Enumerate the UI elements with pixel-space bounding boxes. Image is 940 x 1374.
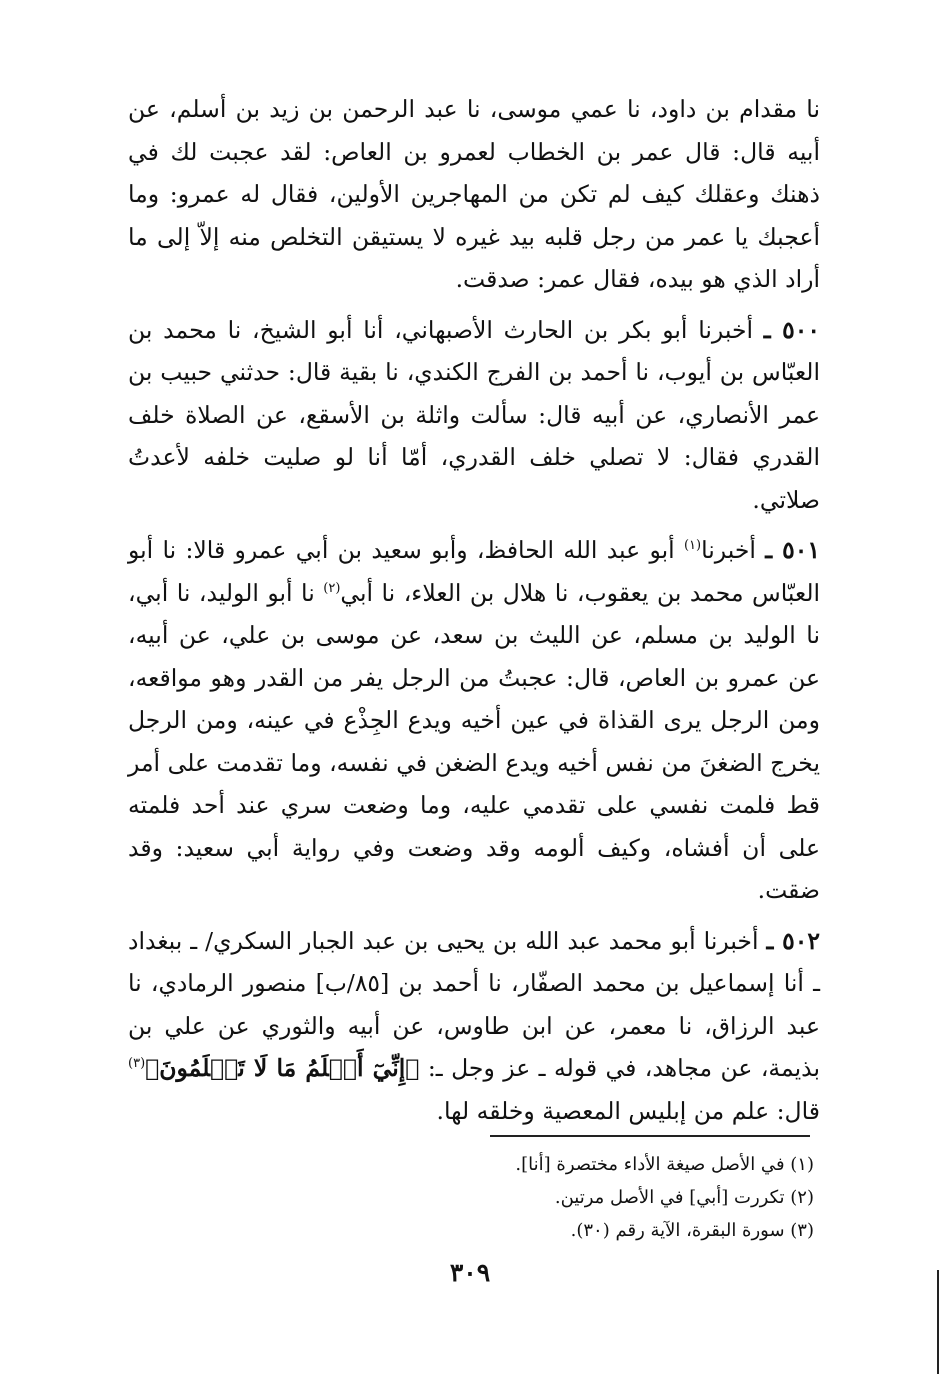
footnote-marker: (١) <box>683 538 702 554</box>
paragraph-502 <box>128 920 820 1133</box>
main-text <box>128 88 820 1138</box>
quran-verse: ﴿إِنِّيٓ أَعۡلَمُ مَا لَا تَعۡلَمُونَ﴾ <box>145 1054 420 1082</box>
footnote-divider <box>490 1135 810 1137</box>
paragraph-text: أخبرنا أبو محمد عبد الله بن يحيى بن عبد الجبار السكري/ ـ ببغداد ـ أنا إسماعيل بن محمد الصفّار، نا أحمد بن <box>128 926 820 997</box>
paragraph-text: نا أبو الوليد، نا أبي، نا الوليد بن مسلم، عن الليث بن سعد، عن موسى بن علي، عن أبيه، عن عمرو بن العاص، قال: عجبتُ من الرجل يفر من القدر وهو مواقعه، ومن الرجل يرى القذاة في عين أخيه ويدع الجِذْع في عينه، ومن الرجل يخرج الضغنَ من نفس أخيه ويدع الضغن في نفسه، وما تقدمت على أمر قط فلمت نفسي على تقدمي عليه، وما وضعت سري عند أحد فلمته على أن أفشاه، وكيف ألومه وقد وضعت وفي رواية أبي سعيد: وقد ضقت. <box>128 578 820 904</box>
paragraph-501 <box>128 529 820 912</box>
paragraph-number: ٥٠٢ ـ <box>766 926 820 955</box>
paragraph-text: أبو عبد الله الحافظ، وأبو سعيد بن أبي عمرو قالا: نا أبو العبّاس محمد بن يعقوب، نا هلال بن العلاء، نا أبي <box>128 536 821 607</box>
footnote-marker: (٢) <box>323 580 341 596</box>
footnote: (٣) سورة البقرة، الآية رقم (٣٠). <box>570 1220 814 1241</box>
paragraph-number: ٥٠١ ـ <box>765 536 820 564</box>
paragraph-text: أخبرنا أبو بكر بن الحارث الأصبهاني، أنا أبو الشيخ، نا محمد بن العبّاس بن أيوب، نا أحمد بن الفرج الكندي، نا بقية قال: حدثني حبيب بن عمر الأنصاري، عن أبيه قال: سألت واثلة بن الأسقع، عن الصلاة خلف القدري فقال: لا تصلي خلف القدري، أمّا أنا لو صليت خلفه لأعدتُ صلاتي. <box>128 315 820 514</box>
manuscript-folio-reference: [٨٥/ب] <box>315 969 390 997</box>
paragraph-text: قال: علم من إبليس المعصية وخلقه لها. <box>436 1096 820 1125</box>
footnote: (٢) تكررت [أبي] في الأصل مرتين. <box>554 1187 814 1208</box>
footnotes <box>400 1148 814 1247</box>
footnote: (١) في الأصل صيغة الأداء مختصرة [أنا]. <box>515 1154 814 1175</box>
paragraph-500 <box>128 309 820 522</box>
paragraph-text: منصور الرمادي، نا عبد الرزاق، نا معمر، عن ابن طاوس، عن أبيه والثوري عن علي بن بذيمة، عن مجاهد، في قوله ـ عز وجل ـ: <box>128 969 821 1082</box>
paragraph-intro <box>128 88 820 301</box>
page-number: ٣٠٩ <box>449 1258 491 1287</box>
page-edge-line <box>937 1270 939 1374</box>
footnote-marker: (٣) <box>128 1056 146 1072</box>
paragraph-text: أخبرنا <box>701 536 756 564</box>
paragraph-text: نا مقدام بن داود، نا عمي موسى، نا عبد الرحمن بن زيد بن أسلم، عن أبيه قال: قال عمر بن الخطاب لعمرو بن العاص: لقد عجبت لك في ذهنك وعقلك كيف لم تكن من المهاجرين الأولين، فقال له عمرو: وما أعجبك يا عمر من رجل قلبه بيد غيره لا يستيقن التخلص منه إلاّ إلى ما أراد الذي هو بيده، فقال عمر: صدقت. <box>128 95 820 293</box>
paragraph-number: ٥٠٠ ـ <box>763 315 820 344</box>
